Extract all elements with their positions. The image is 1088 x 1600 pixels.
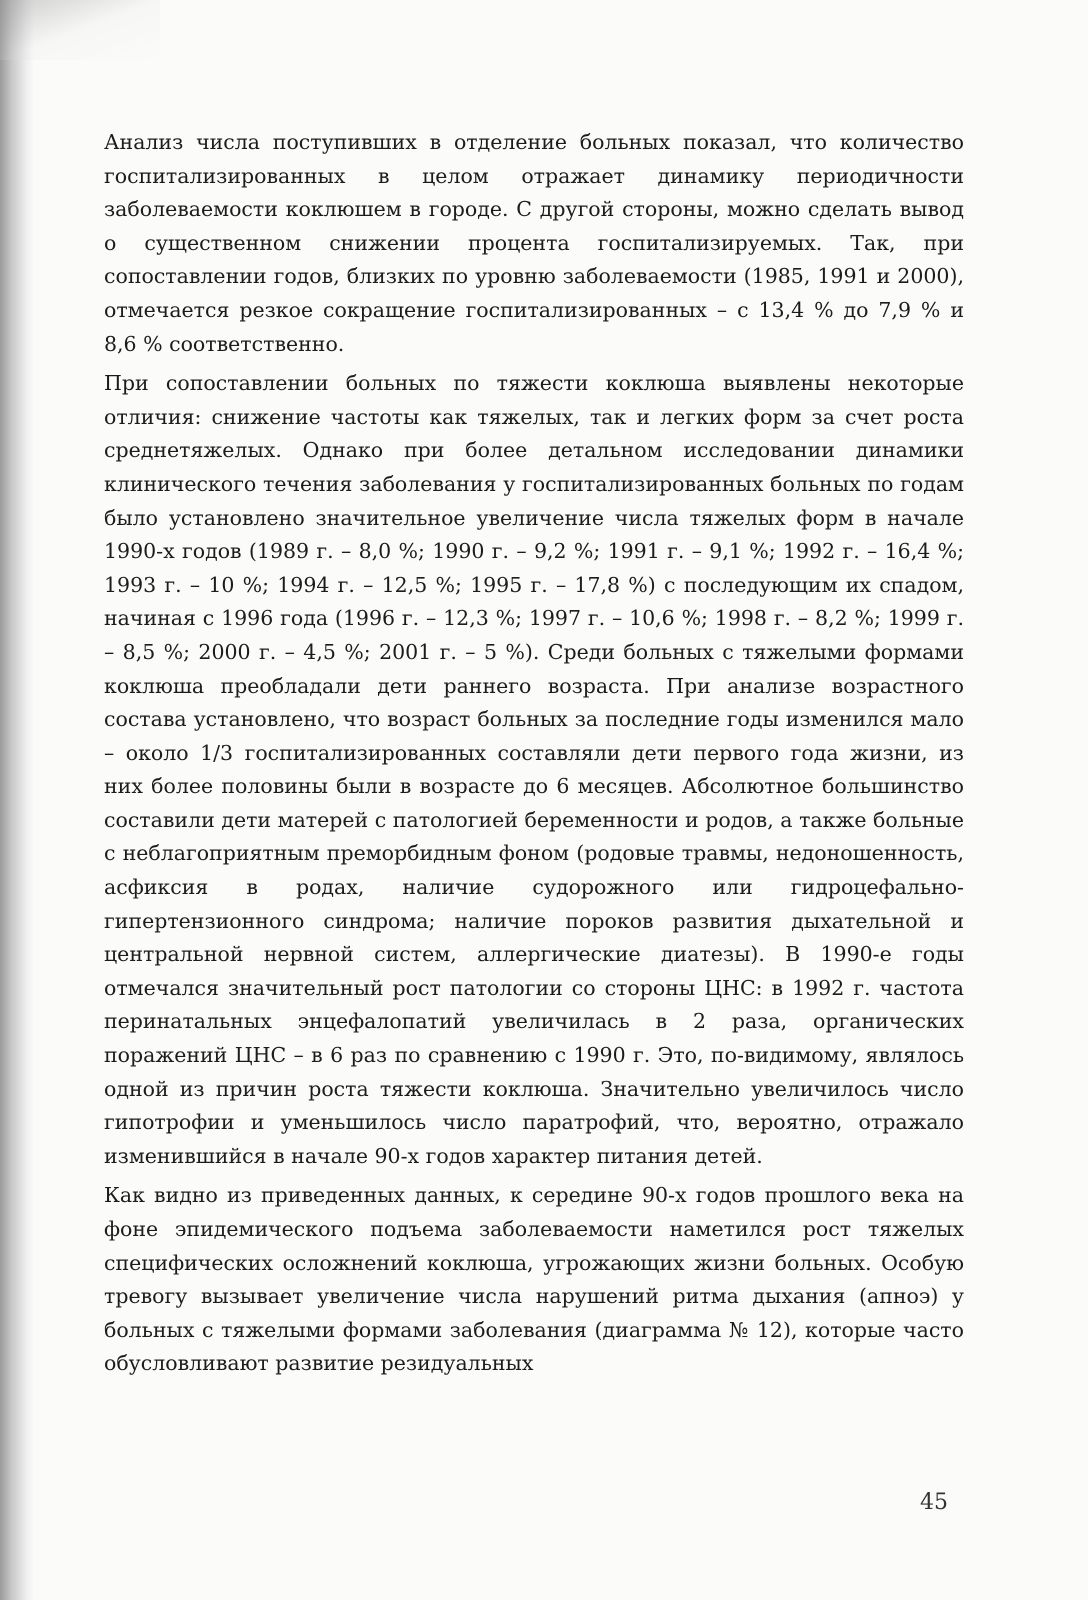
page-number: 45 (920, 1490, 948, 1515)
body-text (104, 126, 964, 1387)
paragraph-2: При сопоставлении больных по тяжести коклюша выявлены некоторые отличия: снижение частоты как тяжелых, так и легких форм за счет роста среднетяжелых. Однако при более детальном исследовании динамики клинического течения заболевания у госпитализированных больных по годам было установлено значительное увеличение числа тяжелых форм в начале 1990-х годов (1989 г. – 8,0 %; 1990 г. – 9,2 %; 1991 г. – 9,1 %; 1992 г. – 16,4 %; 1993 г. – 10 %; 1994 г. – 12,5 %; 1995 г. – 17,8 %) с последующим их спадом, начиная с 1996 года (1996 г. – 12,3 %; 1997 г. – 10,6 %; 1998 г. – 8,2 %; 1999 г. – 8,5 %; 2000 г. – 4,5 %; 2001 г. – 5 %). Среди больных с тяжелыми формами коклюша преобладали дети раннего возраста. При анализе возрастного состава установлено, что возраст больных за последние годы изменился мало – около 1/3 госпитализированных составляли дети первого года жизни, из них более половины были в возрасте до 6 месяцев. Абсолютное большинство составили дети матерей с патологией беременности и родов, а также больные с неблагоприятным преморбидным фоном (родовые травмы, недоношенность, асфиксия в родах, наличие судорожного или гидроцефально-гипертензионного синдрома; наличие пороков развития дыхательной и центральной нервной систем, аллергические диатезы). В 1990-е годы отмечался значительный рост патологии со стороны ЦНС: в 1992 г. частота перинатальных энцефалопатий увеличилась в 2 раза, органических поражений ЦНС – в 6 раз по сравнению с 1990 г. Это, по-видимому, являлось одной из причин роста тяжести коклюша. Значительно увеличилось число гипотрофии и уменьшилось число паратрофий, что, вероятно, отражало изменившийся в начале 90-х годов характер питания детей. (104, 371, 964, 1168)
scan-shadow (0, 0, 160, 60)
paragraph-1: Анализ числа поступивших в отделение больных показал, что количество госпитализированных в целом отражает динамику периодичности заболеваемости коклюшем в городе. С другой стороны, можно сделать вывод о существенном снижении процента госпитализируемых. Так, при сопоставлении годов, близких по уровню заболеваемости (1985, 1991 и 2000), отмечается резкое сокращение госпитализированных – с 13,4 % до 7,9 % и 8,6 % соответственно. (104, 130, 964, 356)
paragraph-3: Как видно из приведенных данных, к середине 90-х годов прошлого века на фоне эпидемического подъема заболеваемости наметился рост тяжелых специфических осложнений коклюша, угрожающих жизни больных. Особую тревогу вызывает увеличение числа нарушений ритма дыхания (апноэ) у больных с тяжелыми формами заболевания (диаграмма № 12), которые часто обусловливают развитие резидуальных (104, 1183, 964, 1376)
binding-shadow (0, 0, 34, 1600)
